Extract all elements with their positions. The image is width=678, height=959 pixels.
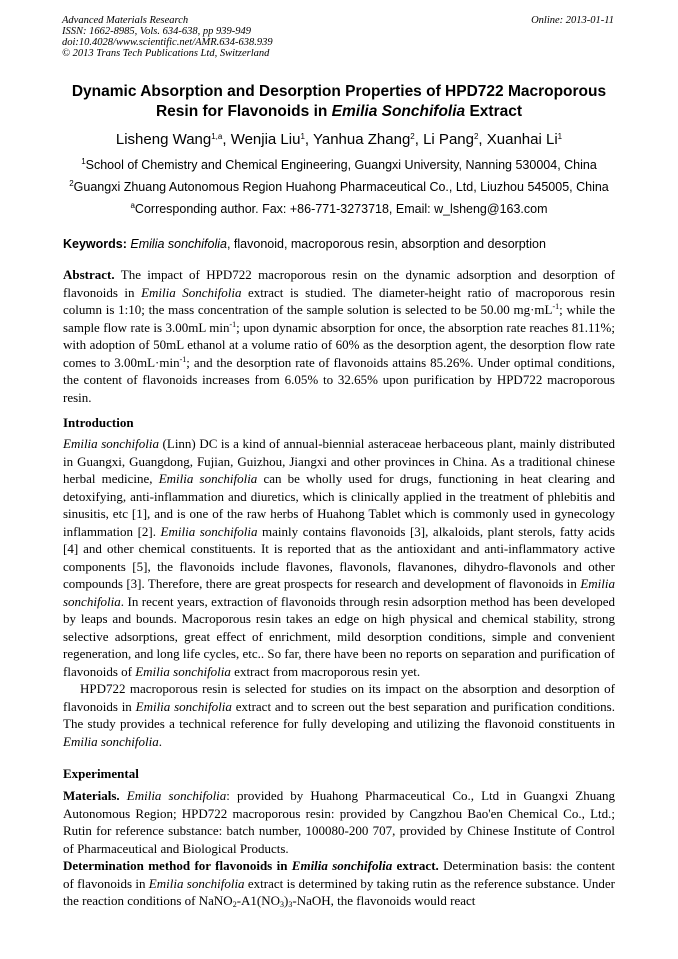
author: Wenjia Liu$^1$,	[230, 131, 313, 148]
issn-line: ISSN: 1662-8985, Vols. 634-638, pp 939-949	[62, 26, 251, 37]
intro-paragraph-2: HPD722 macroporous resin is selected for studies on its impact on the absorption and desorption of flavonoids in Emilia sonchifolia extract and to screen out the best separation and purification conditions. The study provides a technical reference for fully developing and utilizing the flavonoid constituents in Emilia sonchifolia.	[63, 681, 615, 749]
journal-name: Advanced Materials Research	[62, 15, 189, 26]
abstract: Abstract. The impact of HPD722 macroporous resin on the dynamic adsorption and desorption of flavonoids in Emilia Sonchifolia extract is studied. The diameter-height ratio of macroporous resin column is 1:10; the mass concentration of the sample solution is selected to be 50.00 $mg\cdot mL^{-1}$; while the sample flow rate is 3.00mL $\min^{-1}$; upon dynamic absorption for once, the absorption rate reaches 81.11%; with adoption of 50mL ethanol at a volume ratio of 60% as the desorption agent, the desorption flow rate comes to $3.00mL\cdot\min^{-1}$; and the desorption rate of flavonoids attains 85.26%. Under optimal conditions, the content of flavonoids increases from 6.05% to 32.65% upon purification by HPD722 macroporous resin.	[63, 267, 615, 405]
author: Xuanhai Li$^1$	[486, 131, 563, 148]
introduction-heading: Introduction	[63, 415, 134, 430]
author-list	[40, 130, 638, 150]
abstract-label: Abstract.	[63, 267, 115, 282]
corresponding-author: $^a$Corresponding author. Fax: +86-771-3273718, Email: w_lsheng@163.com	[130, 201, 548, 216]
journal-header	[62, 15, 273, 59]
affiliation-2: $^2$Guangxi Zhuang Autonomous Region Huahong Pharmaceutical Co., Ltd, Liuzhou 545005, China	[69, 179, 609, 194]
experimental-body	[63, 787, 615, 910]
title-line-2	[40, 102, 638, 122]
affiliation-1: $^1$School of Chemistry and Chemical Engineering, Guangxi University, Nanning 530004, China	[81, 157, 597, 172]
title-text-end: Extract	[465, 103, 523, 120]
keywords-label: Keywords:	[63, 237, 127, 251]
title-text: Resin for Flavonoids in	[155, 103, 332, 120]
copyright-line: © 2013 Trans Tech Publications Ltd, Switzerland	[62, 48, 270, 59]
author: Li Pang$^2$,	[423, 131, 487, 148]
doi-link[interactable]: doi:10.4028/www.scientific.net/AMR.634-638.939	[62, 37, 273, 48]
title-line-1: Dynamic Absorption and Desorption Properties of HPD722 Macroporous	[71, 83, 607, 100]
paper-title	[40, 82, 638, 122]
keywords: Keywords: Emilia sonchifolia, flavonoid, macroporous resin, absorption and desorption	[63, 237, 546, 251]
author: Lisheng Wang$^{1,a}$,	[115, 131, 231, 148]
author: Yanhua Zhang$^2$,	[312, 131, 424, 148]
intro-paragraph-1: Emilia sonchifolia (Linn) DC is a kind of annual-biennial asteraceae herbaceous plant, mainly distributed in Guangxi, Guangdong, Fujian, Guizhou, Jiangxi and other provinces in China. As a traditional chinese herbal medicine, Emilia sonchifolia can be wholly used for drugs, functioning in heat clearing and detoxifying, anti-inflammation and diuretics, which is clinically applied in the treatment of phlebitis and sinusitis, etc [1], and is one of the raw herbs of Huahong Tablet which is commonly used in gynecology inflammation [2]. Emilia sonchifolia mainly contains flavonoids [3], alkaloids, plant sterols, fatty acids [4] and other chemical constituents. It is reported that as the antioxidant and anti-inflammatory active components [5], the flavonoids include flavones, flavonols, flavanones, dihydro-flavonols and other compounds [3]. Therefore, there are great prospects for research and development of flavonoids in Emilia sonchifolia. In recent years, extraction of flavonoids through resin adsorption method has been developed by leaps and bounds. Macroporous resin takes an edge on high physical and chemical stability, strong selective adsorptions, great effect of enrichment, mild desorption conditions, simple and convenient regeneration, and long life cycles, etc.. So far, there have been no reports on separation and purification of flavonoids of Emilia sonchifolia extract from macroporous resin yet.	[63, 436, 615, 679]
title-species: Emilia Sonchifolia	[331, 103, 466, 120]
determination-paragraph: Determination method for flavonoids in Emilia sonchifolia extract. Determination basis: the content of flavonoids in Emilia sonchifolia extract is determined by taking rutin as the reference substance. Under the reaction conditions of $NaNO_2-A1(NO_3)_3$-NaOH, the flavonoids would react	[63, 858, 616, 909]
experimental-heading: Experimental	[63, 766, 139, 781]
introduction-body	[63, 435, 615, 750]
online-date: Online: 2013-01-11	[531, 15, 614, 26]
materials-paragraph: Materials. Emilia sonchifolia: provided by Huahong Pharmaceutical Co., Ltd in Guangxi Zhuang Autonomous Region; HPD722 macroporous resin: provided by Cangzhou Bao'en Chemical Co., Ltd.; Rutin for reference substance: batch number, 100080-200 707, provided by Chinese Institute of Control of Pharmaceutical and Biological Products.	[63, 788, 615, 856]
